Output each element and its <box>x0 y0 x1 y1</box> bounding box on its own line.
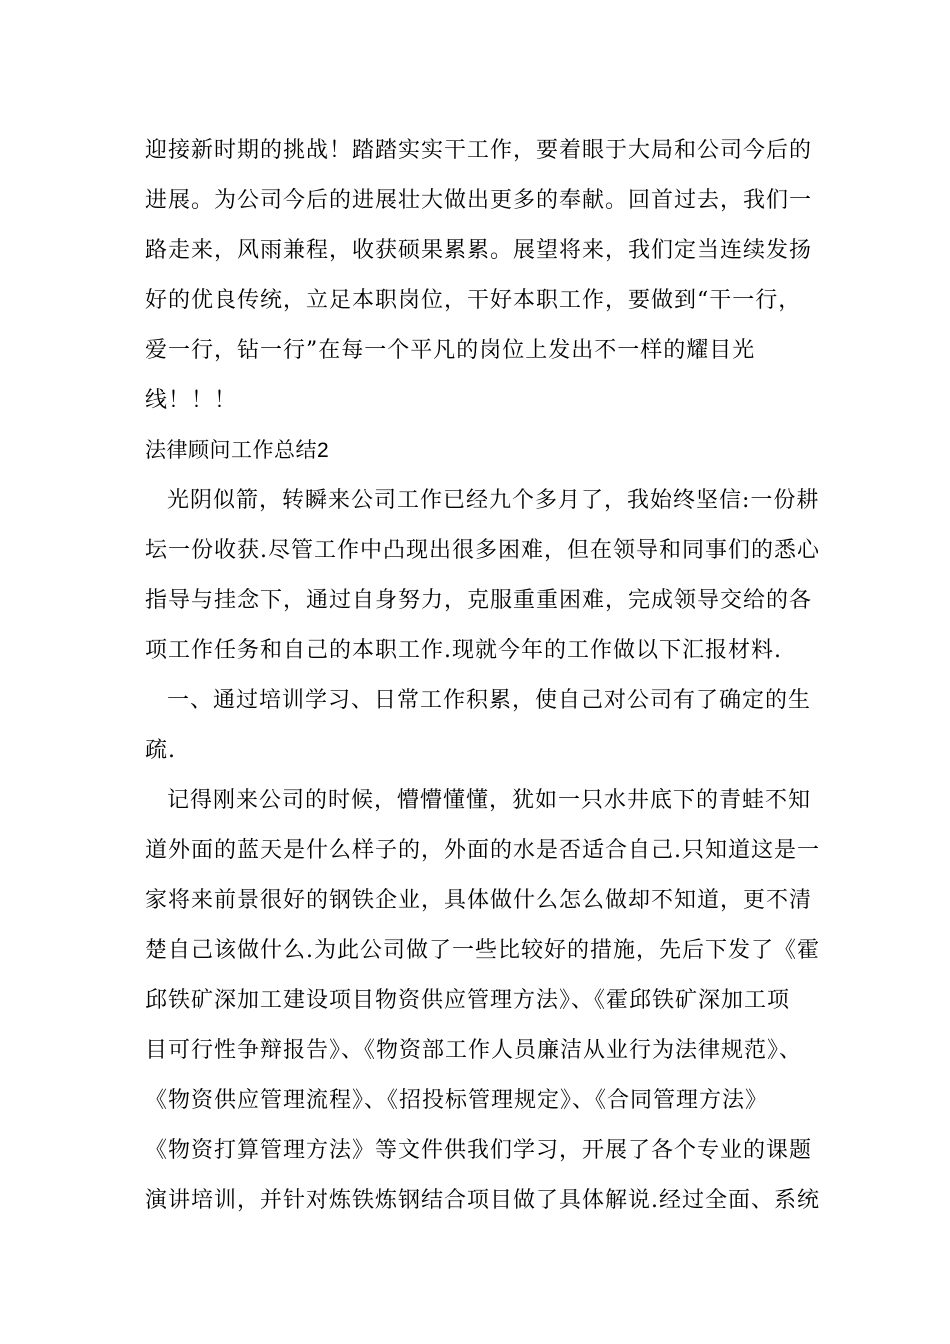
paragraph-line: 项工作任务和自己的本职工作.现就今年的工作做以下汇报材料. <box>145 638 782 663</box>
paragraph-line: 爱一行，钻一行”在每一个平凡的岗位上发出不一样的耀目光 <box>145 338 756 363</box>
paragraph-line: 目可行性争辩报告》、《物资部工作人员廉洁从业行为法律规范》、 <box>145 1038 803 1063</box>
paragraph-line: 家将来前景很好的钢铁企业，具体做什么怎么做却不知道，更不清 <box>145 888 813 913</box>
paragraph-line: 线！！！ <box>145 388 238 413</box>
paragraph-line: 光阴似箭，转瞬来公司工作已经九个多月了，我始终坚信:一份耕 <box>167 488 820 513</box>
paragraph-line: 道外面的蓝天是什么样子的，外面的水是否适合自己.只知道这是一 <box>145 838 820 863</box>
paragraph-line: 记得刚来公司的时候，懵懵懂懂，犹如一只水井底下的青蛙不知 <box>167 788 812 813</box>
paragraph-line: 一、通过培训学习、日常工作积累，使自己对公司有了确定的生 <box>167 688 812 713</box>
paragraph-line: 疏. <box>145 738 176 763</box>
paragraph-line: 邱铁矿深加工建设项目物资供应管理方法》、《霍邱铁矿深加工项 <box>145 988 791 1013</box>
section-title: 法律顾问工作总结2 <box>145 439 330 462</box>
paragraph-line: 楚自己该做什么.为此公司做了一些比较好的措施，先后下发了《霍 <box>145 938 820 963</box>
paragraph-line: 路走来，风雨兼程，收获硕果累累。展望将来，我们定当连续发扬 <box>145 238 813 263</box>
paragraph-line: 好的优良传统，立足本职岗位，干好本职工作，要做到“干一行， <box>145 288 802 313</box>
paragraph-line: 坛一份收获.尽管工作中凸现出很多困难，但在领导和同事们的悉心 <box>145 538 820 563</box>
paragraph-line: 迎接新时期的挑战！踏踏实实干工作，要着眼于大局和公司今后的 <box>145 138 813 163</box>
paragraph-line: 指导与挂念下，通过自身努力，克服重重困难，完成领导交给的各 <box>145 588 813 613</box>
paragraph-line: 《物资供应管理流程》、《招投标管理规定》、《合同管理方法》 <box>145 1088 769 1113</box>
paragraph-line: 《物资打算管理方法》等文件供我们学习，开展了各个专业的课题 <box>145 1138 813 1163</box>
paragraph-line: 进展。为公司今后的进展壮大做出更多的奉献。回首过去，我们一 <box>145 188 813 213</box>
paragraph-line: 演讲培训，并针对炼铁炼钢结合项目做了具体解说.经过全面、系统 <box>145 1188 820 1213</box>
